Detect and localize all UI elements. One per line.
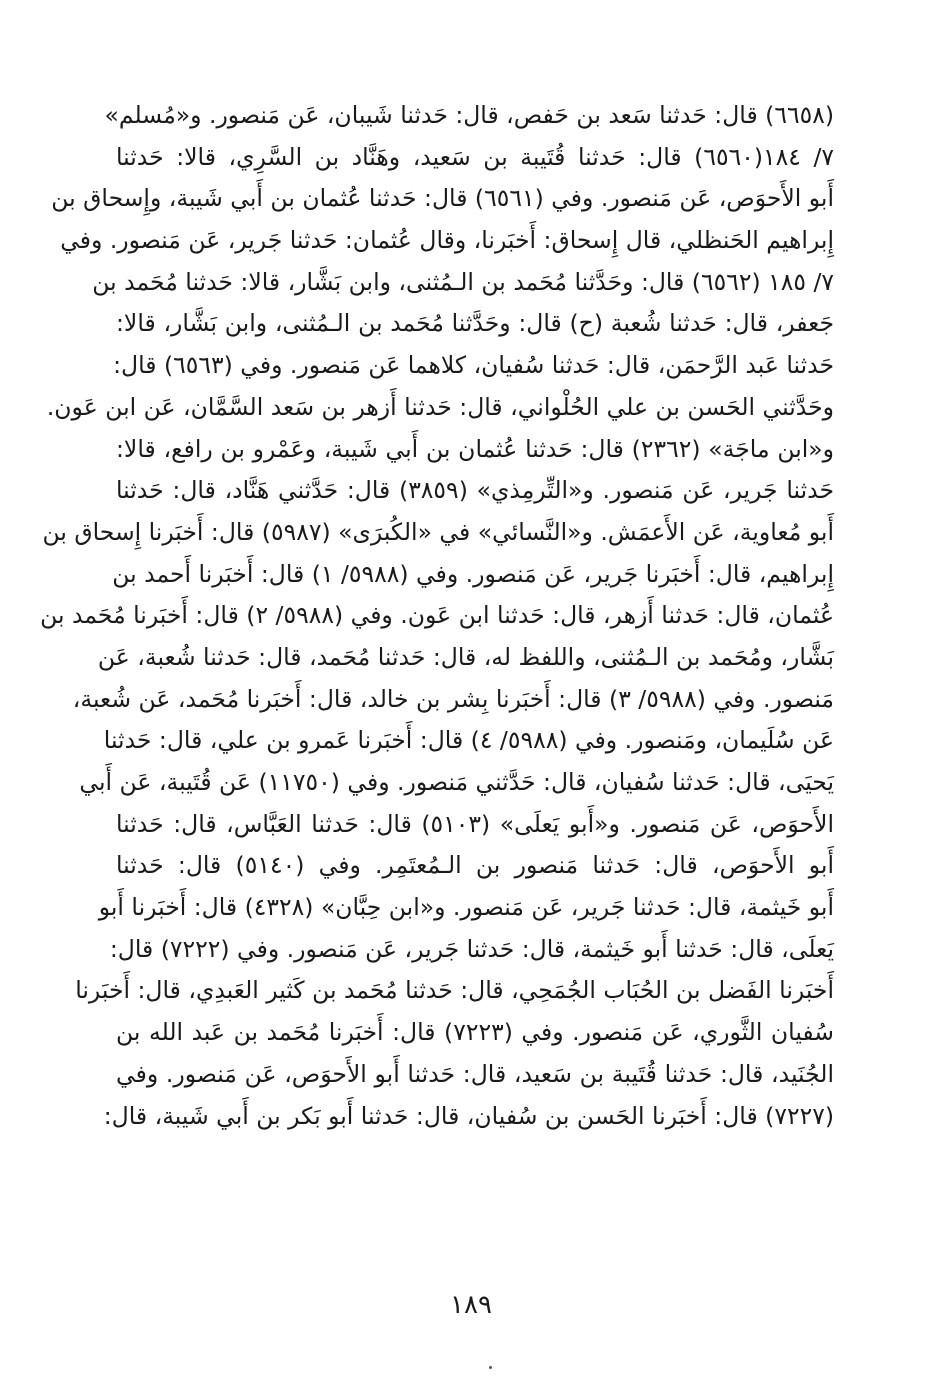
main-text-block xyxy=(40,95,835,1137)
text-line: أَبو الأَحوَص، قال: حَدثنا مَنصور بن الـمُعتَمِر. وفي (٥١٤٠) قال: حَدثنا xyxy=(116,851,834,880)
page-number: ١٨٩ xyxy=(450,1290,492,1320)
text-line: إِبراهيم، قال: أَخبَرنا جَرير، عَن مَنصور. وفي (٥٩٨٨/ ١) قال: أَخبَرنا أَحمد بن xyxy=(112,559,834,588)
text-line: حَدثنا عَبد الرَّحمَن، قال: حَدثنا سُفيان، كلاهما عَن مَنصور. وفي (٦٥٦٣) قال: xyxy=(113,351,834,380)
text-line: يَعلَى، قال: حَدثنا أَبو خَيثمة، قال: حَدثنا جَرير، عَن مَنصور. وفي (٧٢٢٢) قال: xyxy=(109,934,834,963)
text-line: بَشَّار، ومُحَمد بن الـمُثنى، واللفظ له، قال: حَدثنا مُحَمد، قال: حَدثنا شُعبة، عَن xyxy=(97,642,834,671)
text-line: أَخبَرنا الفَضل بن الحُبَاب الجُمَحِي، قال: حَدثنا مُحَمد بن كَثير العَبدِي، قال: أَخبَرنا xyxy=(75,976,834,1005)
text-line: و«ابن ماجَة» (٢٣٦٢) قال: حَدثنا عُثمان بن أَبي شَيبة، وعَمْرو بن رافع، قالا: xyxy=(116,434,834,463)
text-line: (٧٢٢٧) قال: أَخبَرنا الحَسن بن سُفيان، قال: حَدثنا أَبو بَكر بن أَبي شَيبة، قال: xyxy=(103,1101,834,1130)
text-line: إِبراهيم الحَنظلي، قال إِسحاق: أَخبَرنا، وقال عُثمان: حَدثنا جَرير، عَن مَنصور. وفي xyxy=(60,226,834,255)
scan-speck xyxy=(489,1366,492,1369)
text-line: ٧/ ١٨٥ (٦٥٦٢) قال: وحَدَّثنا مُحَمد بن الـمُثنى، وابن بَشَّار، قالا: حَدثنا مُحَمد بن xyxy=(92,267,834,296)
text-line: جَعفر، قال: حَدثنا شُعبة (ح) قال: وحَدَّثنا مُحَمد بن الـمُثنى، وابن بَشَّار، قالا: xyxy=(116,309,834,338)
text-line: يَحيَى، قال: حَدثنا سُفيان، قال: حَدَّثني مَنصور. وفي (١١٧٥٠) عَن قُتَيبة، عَن أَبي xyxy=(79,768,834,796)
text-line: وحَدَّثني الحَسن بن علي الحُلْواني، قال: حَدثنا أَزهر بن سَعد السَّمَّان، عَن ابن عَون. xyxy=(46,392,834,421)
text-line: أَبو خَيثمة، قال: حَدثنا جَرير، عَن مَنصور. و«ابن حِبَّان» (٤٣٢٨) قال: أَخبَرنا أَبو xyxy=(98,893,834,922)
text-line: أَبو مُعاوية، عَن الأَعمَش. و«النَّسائي» في «الكُبرَى» (٥٩٨٧) قال: أَخبَرنا إِسحاق بن xyxy=(42,517,834,546)
text-line: ٧/ ١٨٤(٦٥٦٠) قال: حَدثنا قُتَيبة بن سَعيد، وهَنَّاد بن السَّرِي، قالا: حَدثنا xyxy=(116,142,835,171)
text-line: عُثمان، قال: حَدثنا أَزهر، قال: حَدثنا ابن عَون. وفي (٥٩٨٨/ ٢) قال: أَخبَرنا مُحَمد بن xyxy=(40,601,834,630)
text-line: أَبو الأَحوَص، عَن مَنصور. وفي (٦٥٦١) قال: حَدثنا عُثمان بن أَبي شَيبة، وإِسحاق بن xyxy=(51,184,834,213)
text-line: عَن سُلَيمان، ومَنصور. وفي (٥٩٨٨/ ٤) قال: أَخبَرنا عَمرو بن علي، قال: حَدثنا xyxy=(103,726,834,755)
text-line: الأَحوَص، عَن مَنصور. و«أَبو يَعلَى» (٥١٠٣) قال: حَدثنا العَبَّاس، قال: حَدثنا xyxy=(116,809,834,838)
text-line: حَدثنا جَرير، عَن مَنصور. و«التِّرمِذي» (٣٨٥٩) قال: حَدَّثني هَنَّاد، قال: حَدثنا xyxy=(116,476,834,505)
text-line: (٦٦٥٨) قال: حَدثنا سَعد بن حَفص، قال: حَدثنا شَيبان، عَن مَنصور. و«مُسلم» xyxy=(104,101,834,129)
text-line: الجُنَيد، قال: حَدثنا قُتَيبة بن سَعيد، قال: حَدثنا أَبو الأَحوَص، عَن مَنصور. وفي xyxy=(116,1059,834,1088)
text-line: سُفيان الثَّوري، عَن مَنصور. وفي (٧٢٢٣) قال: أَخبَرنا مُحَمد بن عَبد الله بن xyxy=(116,1018,834,1047)
text-line: مَنصور. وفي (٥٩٨٨/ ٣) قال: أَخبَرنا بِشر بن خالد، قال: أَخبَرنا مُحَمد، عَن شُعبة، xyxy=(72,684,834,713)
